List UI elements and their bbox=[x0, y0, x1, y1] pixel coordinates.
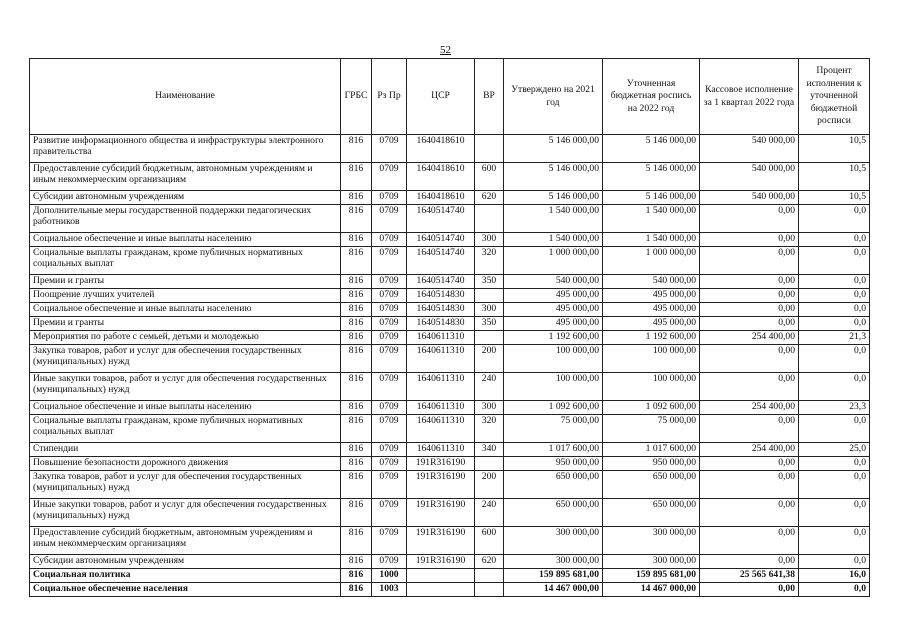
cell-name: Премии и гранты bbox=[30, 317, 341, 331]
cell-rzpr: 0709 bbox=[372, 163, 407, 191]
cell-cash: 0,00 bbox=[700, 555, 799, 569]
table-row bbox=[30, 289, 870, 303]
cell-rzpr: 0709 bbox=[372, 345, 407, 373]
cell-approved: 5 146 000,00 bbox=[504, 163, 603, 191]
table-row bbox=[30, 527, 870, 555]
cell-rzpr: 0709 bbox=[372, 331, 407, 345]
table-row bbox=[30, 401, 870, 415]
cell-refined: 100 000,00 bbox=[603, 373, 700, 401]
cell-rzpr: 0709 bbox=[372, 555, 407, 569]
cell-name: Дополнительные меры государственной поддержки педагогических работников bbox=[30, 205, 341, 233]
cell-vr bbox=[475, 205, 504, 233]
cell-percent: 0,0 bbox=[799, 247, 870, 275]
cell-vr: 300 bbox=[475, 303, 504, 317]
cell-vr: 300 bbox=[475, 401, 504, 415]
cell-name: Закупка товаров, работ и услуг для обеспечения государственных (муниципальных) нужд bbox=[30, 471, 341, 499]
cell-percent: 25,0 bbox=[799, 443, 870, 457]
cell-rzpr: 0709 bbox=[372, 457, 407, 471]
cell-grbs: 816 bbox=[341, 583, 372, 597]
cell-name: Социальные выплаты гражданам, кроме публичных нормативных социальных выплат bbox=[30, 415, 341, 443]
cell-approved: 1 092 600,00 bbox=[504, 401, 603, 415]
cell-approved: 1 000 000,00 bbox=[504, 247, 603, 275]
cell-refined: 650 000,00 bbox=[603, 499, 700, 527]
cell-cash: 0,00 bbox=[700, 457, 799, 471]
cell-cash: 0,00 bbox=[700, 303, 799, 317]
cell-name: Социальное обеспечение и иные выплаты населению bbox=[30, 303, 341, 317]
cell-approved: 159 895 681,00 bbox=[504, 569, 603, 583]
cell-percent: 10,5 bbox=[799, 163, 870, 191]
cell-percent: 10,5 bbox=[799, 135, 870, 163]
col-header-percent: Процент исполнения к уточненной бюджетной росписи bbox=[799, 59, 870, 135]
table-row bbox=[30, 233, 870, 247]
cell-csr: 1640611310 bbox=[407, 415, 475, 443]
cell-csr: 1640418610 bbox=[407, 163, 475, 191]
cell-percent: 10,5 bbox=[799, 191, 870, 205]
cell-refined: 1 092 600,00 bbox=[603, 401, 700, 415]
col-header-refined: Уточненная бюджетная роспись на 2022 год bbox=[603, 59, 700, 135]
cell-cash: 0,00 bbox=[700, 499, 799, 527]
cell-approved: 1 192 600,00 bbox=[504, 331, 603, 345]
cell-vr: 350 bbox=[475, 275, 504, 289]
cell-csr: 1640514830 bbox=[407, 317, 475, 331]
cell-rzpr: 0709 bbox=[372, 317, 407, 331]
table-row bbox=[30, 135, 870, 163]
cell-refined: 14 467 000,00 bbox=[603, 583, 700, 597]
cell-grbs: 816 bbox=[341, 415, 372, 443]
cell-rzpr: 0709 bbox=[372, 415, 407, 443]
cell-percent: 0,0 bbox=[799, 205, 870, 233]
cell-percent: 0,0 bbox=[799, 583, 870, 597]
cell-grbs: 816 bbox=[341, 457, 372, 471]
cell-cash: 0,00 bbox=[700, 415, 799, 443]
cell-percent: 0,0 bbox=[799, 233, 870, 247]
cell-grbs: 816 bbox=[341, 275, 372, 289]
cell-name: Социальное обеспечение и иные выплаты населению bbox=[30, 233, 341, 247]
cell-refined: 950 000,00 bbox=[603, 457, 700, 471]
cell-percent: 0,0 bbox=[799, 457, 870, 471]
table-row bbox=[30, 275, 870, 289]
cell-percent: 0,0 bbox=[799, 275, 870, 289]
cell-refined: 495 000,00 bbox=[603, 317, 700, 331]
cell-rzpr: 0709 bbox=[372, 401, 407, 415]
cell-approved: 14 467 000,00 bbox=[504, 583, 603, 597]
cell-name: Социальная политика bbox=[30, 569, 341, 583]
cell-approved: 75 000,00 bbox=[504, 415, 603, 443]
cell-percent: 0,0 bbox=[799, 471, 870, 499]
cell-grbs: 816 bbox=[341, 499, 372, 527]
cell-name: Социальное обеспечение населения bbox=[30, 583, 341, 597]
cell-percent: 0,0 bbox=[799, 303, 870, 317]
table-row bbox=[30, 345, 870, 373]
table-row bbox=[30, 415, 870, 443]
cell-csr: 1640611310 bbox=[407, 443, 475, 457]
cell-vr bbox=[475, 331, 504, 345]
cell-cash: 0,00 bbox=[700, 233, 799, 247]
cell-name: Иные закупки товаров, работ и услуг для обеспечения государственных (муниципальных) нужд bbox=[30, 499, 341, 527]
cell-grbs: 816 bbox=[341, 569, 372, 583]
table-row bbox=[30, 163, 870, 191]
cell-rzpr: 0709 bbox=[372, 275, 407, 289]
cell-cash: 25 565 641,38 bbox=[700, 569, 799, 583]
cell-cash: 254 400,00 bbox=[700, 401, 799, 415]
cell-name: Предоставление субсидий бюджетным, автономным учреждениям и иным некоммерческим организациям bbox=[30, 527, 341, 555]
cell-csr: 1640611310 bbox=[407, 345, 475, 373]
table-row bbox=[30, 191, 870, 205]
cell-refined: 495 000,00 bbox=[603, 289, 700, 303]
cell-vr: 200 bbox=[475, 345, 504, 373]
cell-csr: 1640611310 bbox=[407, 373, 475, 401]
cell-refined: 1 000 000,00 bbox=[603, 247, 700, 275]
cell-csr: 1640611310 bbox=[407, 331, 475, 345]
cell-approved: 495 000,00 bbox=[504, 289, 603, 303]
cell-vr: 320 bbox=[475, 247, 504, 275]
cell-refined: 495 000,00 bbox=[603, 303, 700, 317]
table-body bbox=[30, 135, 870, 597]
cell-refined: 5 146 000,00 bbox=[603, 163, 700, 191]
cell-refined: 5 146 000,00 bbox=[603, 135, 700, 163]
cell-approved: 1 017 600,00 bbox=[504, 443, 603, 457]
col-header-rzpr: Рз Пр bbox=[372, 59, 407, 135]
table-row bbox=[30, 443, 870, 457]
cell-approved: 300 000,00 bbox=[504, 555, 603, 569]
cell-approved: 540 000,00 bbox=[504, 275, 603, 289]
cell-cash: 0,00 bbox=[700, 317, 799, 331]
cell-csr: 191R316190 bbox=[407, 471, 475, 499]
cell-grbs: 816 bbox=[341, 331, 372, 345]
cell-csr: 1640611310 bbox=[407, 401, 475, 415]
cell-vr: 350 bbox=[475, 317, 504, 331]
cell-grbs: 816 bbox=[341, 191, 372, 205]
cell-rzpr: 0709 bbox=[372, 303, 407, 317]
table-row bbox=[30, 331, 870, 345]
cell-grbs: 816 bbox=[341, 205, 372, 233]
cell-percent: 21,3 bbox=[799, 331, 870, 345]
cell-refined: 1 017 600,00 bbox=[603, 443, 700, 457]
cell-rzpr: 1000 bbox=[372, 569, 407, 583]
cell-rzpr: 0709 bbox=[372, 205, 407, 233]
cell-name: Мероприятия по работе с семьей, детьми и молодежью bbox=[30, 331, 341, 345]
cell-name: Поощрение лучших учителей bbox=[30, 289, 341, 303]
cell-percent: 0,0 bbox=[799, 317, 870, 331]
cell-percent: 0,0 bbox=[799, 415, 870, 443]
cell-grbs: 816 bbox=[341, 303, 372, 317]
table-row bbox=[30, 457, 870, 471]
cell-percent: 0,0 bbox=[799, 555, 870, 569]
cell-percent: 0,0 bbox=[799, 499, 870, 527]
cell-refined: 300 000,00 bbox=[603, 555, 700, 569]
cell-name: Стипендии bbox=[30, 443, 341, 457]
cell-name: Социальное обеспечение и иные выплаты населению bbox=[30, 401, 341, 415]
cell-rzpr: 0709 bbox=[372, 233, 407, 247]
cell-approved: 950 000,00 bbox=[504, 457, 603, 471]
cell-rzpr: 0709 bbox=[372, 289, 407, 303]
cell-csr: 191R316190 bbox=[407, 527, 475, 555]
cell-vr bbox=[475, 289, 504, 303]
cell-cash: 0,00 bbox=[700, 527, 799, 555]
cell-percent: 23,3 bbox=[799, 401, 870, 415]
cell-csr: 1640514830 bbox=[407, 289, 475, 303]
cell-rzpr: 0709 bbox=[372, 443, 407, 457]
cell-rzpr: 0709 bbox=[372, 191, 407, 205]
cell-approved: 300 000,00 bbox=[504, 527, 603, 555]
cell-vr bbox=[475, 569, 504, 583]
cell-vr: 620 bbox=[475, 555, 504, 569]
cell-grbs: 816 bbox=[341, 317, 372, 331]
cell-percent: 0,0 bbox=[799, 345, 870, 373]
cell-cash: 0,00 bbox=[700, 471, 799, 499]
cell-csr bbox=[407, 569, 475, 583]
cell-csr: 1640514740 bbox=[407, 205, 475, 233]
cell-approved: 100 000,00 bbox=[504, 373, 603, 401]
cell-vr: 600 bbox=[475, 527, 504, 555]
cell-refined: 159 895 681,00 bbox=[603, 569, 700, 583]
cell-refined: 100 000,00 bbox=[603, 345, 700, 373]
cell-approved: 5 146 000,00 bbox=[504, 191, 603, 205]
cell-approved: 495 000,00 bbox=[504, 317, 603, 331]
cell-refined: 650 000,00 bbox=[603, 471, 700, 499]
cell-approved: 100 000,00 bbox=[504, 345, 603, 373]
table-row bbox=[30, 317, 870, 331]
header-row bbox=[30, 59, 870, 135]
cell-grbs: 816 bbox=[341, 373, 372, 401]
cell-name: Предоставление субсидий бюджетным, автономным учреждениям и иным некоммерческим организациям bbox=[30, 163, 341, 191]
cell-name: Повышение безопасности дорожного движения bbox=[30, 457, 341, 471]
cell-grbs: 816 bbox=[341, 289, 372, 303]
cell-csr: 191R316190 bbox=[407, 555, 475, 569]
col-header-grbs: ГРБС bbox=[341, 59, 372, 135]
cell-vr bbox=[475, 457, 504, 471]
table-row bbox=[30, 569, 870, 583]
cell-vr bbox=[475, 135, 504, 163]
cell-refined: 300 000,00 bbox=[603, 527, 700, 555]
col-header-approved: Утверждено на 2021 год bbox=[504, 59, 603, 135]
cell-rzpr: 0709 bbox=[372, 373, 407, 401]
page-number: 52 bbox=[440, 44, 451, 56]
cell-csr: 1640514740 bbox=[407, 247, 475, 275]
cell-approved: 1 540 000,00 bbox=[504, 233, 603, 247]
cell-cash: 254 400,00 bbox=[700, 443, 799, 457]
cell-vr: 200 bbox=[475, 471, 504, 499]
cell-csr: 191R316190 bbox=[407, 457, 475, 471]
cell-name: Социальные выплаты гражданам, кроме публичных нормативных социальных выплат bbox=[30, 247, 341, 275]
cell-approved: 650 000,00 bbox=[504, 499, 603, 527]
cell-vr: 600 bbox=[475, 163, 504, 191]
cell-cash: 0,00 bbox=[700, 247, 799, 275]
col-header-cash: Кассовое исполнение за 1 квартал 2022 года bbox=[700, 59, 799, 135]
cell-name: Развитие информационного общества и инфраструктуры электронного правительства bbox=[30, 135, 341, 163]
cell-grbs: 816 bbox=[341, 135, 372, 163]
cell-rzpr: 0709 bbox=[372, 471, 407, 499]
cell-refined: 1 192 600,00 bbox=[603, 331, 700, 345]
cell-grbs: 816 bbox=[341, 345, 372, 373]
table-row bbox=[30, 471, 870, 499]
col-header-vr: ВР bbox=[475, 59, 504, 135]
cell-csr: 1640514740 bbox=[407, 275, 475, 289]
cell-grbs: 816 bbox=[341, 247, 372, 275]
cell-grbs: 816 bbox=[341, 163, 372, 191]
cell-approved: 1 540 000,00 bbox=[504, 205, 603, 233]
cell-rzpr: 0709 bbox=[372, 135, 407, 163]
cell-approved: 5 146 000,00 bbox=[504, 135, 603, 163]
col-header-csr: ЦСР bbox=[407, 59, 475, 135]
table-row bbox=[30, 247, 870, 275]
table-row bbox=[30, 555, 870, 569]
cell-grbs: 816 bbox=[341, 471, 372, 499]
table-row bbox=[30, 583, 870, 597]
cell-refined: 75 000,00 bbox=[603, 415, 700, 443]
cell-csr: 1640514740 bbox=[407, 233, 475, 247]
cell-refined: 540 000,00 bbox=[603, 275, 700, 289]
cell-refined: 1 540 000,00 bbox=[603, 233, 700, 247]
cell-cash: 0,00 bbox=[700, 289, 799, 303]
cell-cash: 540 000,00 bbox=[700, 135, 799, 163]
cell-grbs: 816 bbox=[341, 555, 372, 569]
cell-rzpr: 0709 bbox=[372, 527, 407, 555]
cell-grbs: 816 bbox=[341, 527, 372, 555]
cell-percent: 0,0 bbox=[799, 373, 870, 401]
table-row bbox=[30, 499, 870, 527]
cell-vr: 620 bbox=[475, 191, 504, 205]
cell-approved: 495 000,00 bbox=[504, 303, 603, 317]
cell-csr bbox=[407, 583, 475, 597]
cell-csr: 1640418610 bbox=[407, 191, 475, 205]
table-row bbox=[30, 373, 870, 401]
cell-cash: 0,00 bbox=[700, 275, 799, 289]
cell-cash: 540 000,00 bbox=[700, 191, 799, 205]
table-row bbox=[30, 303, 870, 317]
cell-vr: 240 bbox=[475, 373, 504, 401]
cell-name: Субсидии автономным учреждениям bbox=[30, 191, 341, 205]
cell-rzpr: 0709 bbox=[372, 499, 407, 527]
cell-name: Субсидии автономным учреждениям bbox=[30, 555, 341, 569]
cell-cash: 540 000,00 bbox=[700, 163, 799, 191]
cell-grbs: 816 bbox=[341, 401, 372, 415]
cell-refined: 5 146 000,00 bbox=[603, 191, 700, 205]
cell-grbs: 816 bbox=[341, 233, 372, 247]
cell-percent: 16,0 bbox=[799, 569, 870, 583]
cell-rzpr: 1003 bbox=[372, 583, 407, 597]
cell-csr: 1640514830 bbox=[407, 303, 475, 317]
cell-refined: 1 540 000,00 bbox=[603, 205, 700, 233]
cell-grbs: 816 bbox=[341, 443, 372, 457]
cell-cash: 0,00 bbox=[700, 345, 799, 373]
cell-percent: 0,0 bbox=[799, 527, 870, 555]
cell-vr: 300 bbox=[475, 233, 504, 247]
cell-vr bbox=[475, 583, 504, 597]
cell-cash: 254 400,00 bbox=[700, 331, 799, 345]
cell-name: Закупка товаров, работ и услуг для обеспечения государственных (муниципальных) нужд bbox=[30, 345, 341, 373]
cell-csr: 1640418610 bbox=[407, 135, 475, 163]
table-row bbox=[30, 205, 870, 233]
cell-percent: 0,0 bbox=[799, 289, 870, 303]
cell-csr: 191R316190 bbox=[407, 499, 475, 527]
cell-cash: 0,00 bbox=[700, 373, 799, 401]
cell-cash: 0,00 bbox=[700, 583, 799, 597]
cell-name: Иные закупки товаров, работ и услуг для обеспечения государственных (муниципальных) нужд bbox=[30, 373, 341, 401]
cell-name: Премии и гранты bbox=[30, 275, 341, 289]
cell-vr: 320 bbox=[475, 415, 504, 443]
cell-rzpr: 0709 bbox=[372, 247, 407, 275]
cell-vr: 240 bbox=[475, 499, 504, 527]
cell-cash: 0,00 bbox=[700, 205, 799, 233]
col-header-name: Наименование bbox=[30, 59, 341, 135]
budget-table bbox=[29, 58, 870, 597]
cell-approved: 650 000,00 bbox=[504, 471, 603, 499]
cell-vr: 340 bbox=[475, 443, 504, 457]
